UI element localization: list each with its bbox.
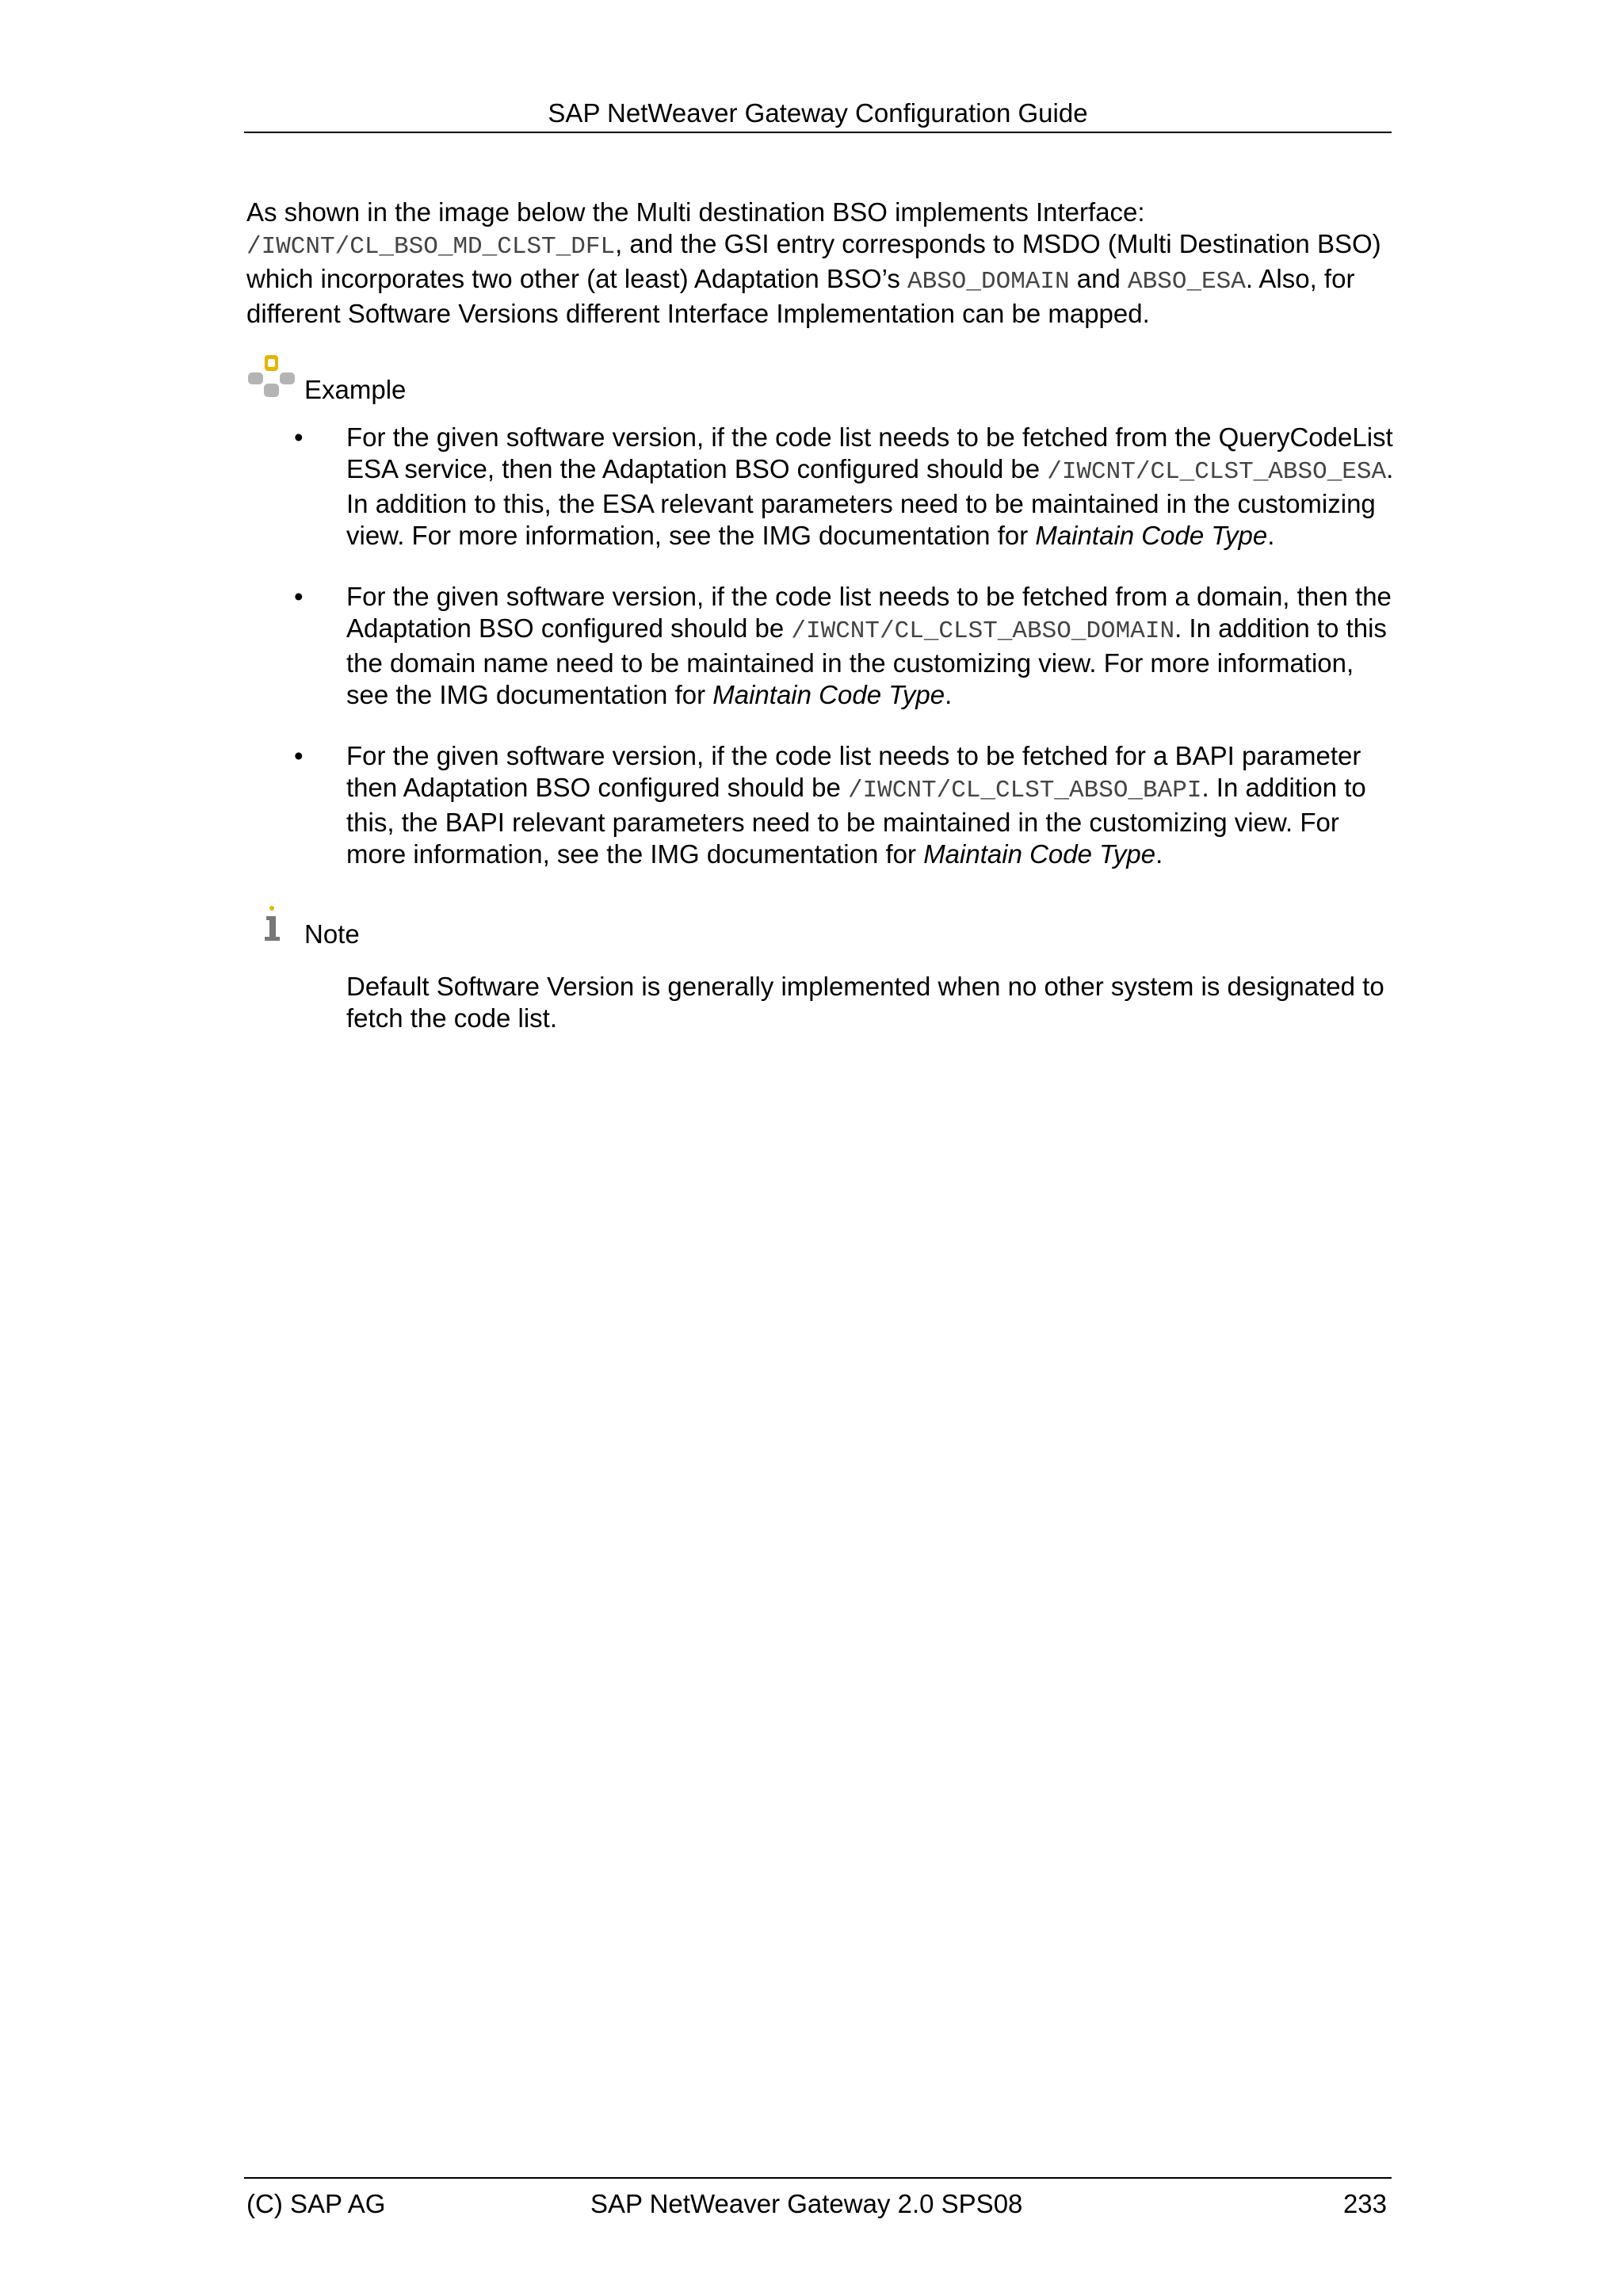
item-emphasis: Maintain Code Type [1035, 521, 1268, 550]
item-emphasis: Maintain Code Type [923, 839, 1156, 869]
note-text: Default Software Version is generally implemented when no other system is designated to fetch the code list. [346, 972, 1384, 1033]
intro-paragraph [246, 197, 1396, 330]
item-text: For the given software version, if the code list needs to be fetched from the QueryCodeList ESA service, then the Adaptation BSO configured should be [346, 422, 1393, 483]
bullet: • [294, 582, 304, 611]
item-code: /IWCNT/CL_CLST_ABSO_BAPI [847, 777, 1202, 804]
footer-copyright: (C) SAP AG [246, 2189, 386, 2218]
intro-text-1: As shown in the image below the Multi destination BSO implements Interface: [246, 197, 1145, 227]
example-icon [246, 355, 296, 404]
intro-text-3: and [1069, 264, 1128, 293]
list-item [246, 581, 1396, 711]
intro-code-abso-domain: ABSO_DOMAIN [907, 268, 1070, 296]
bullet: • [294, 422, 304, 452]
bullet: • [294, 741, 304, 770]
intro-text-4: . Also, for different Software Versions different Interface Implementation can be mapped. [246, 264, 1355, 328]
item-text: . In addition to this, the BAPI relevant parameters need to be maintained in the customizing view. For more information, see the IMG documentation for [346, 773, 1366, 869]
item-text: For the given software version, if the code list needs to be fetched for a BAPI parameter then Adaptation BSO configured should be [346, 741, 1361, 802]
list-item [246, 740, 1396, 870]
header-title: SAP NetWeaver Gateway Configuration Guide [548, 98, 1088, 128]
list-item [246, 422, 1396, 552]
page-number: 233 [1342, 2189, 1387, 2218]
note-label: Note [304, 919, 360, 949]
example-list [246, 422, 1396, 870]
info-icon [260, 905, 284, 953]
item-code: /IWCNT/CL_CLST_ABSO_DOMAIN [791, 617, 1175, 645]
item-text: . [1267, 521, 1275, 550]
item-text: . In addition to this, the ESA relevant parameters need to be maintained in the customizing view. For more information, see the IMG documentation for [346, 454, 1394, 550]
intro-text-2: , and the GSI entry corresponds to MSDO (Multi Destination BSO) which incorporates two other (at least) Adaptation BSO’s [246, 229, 1381, 293]
item-code: /IWCNT/CL_CLST_ABSO_ESA [1047, 458, 1387, 486]
item-text: . [1155, 839, 1163, 869]
item-emphasis: Maintain Code Type [712, 680, 945, 709]
example-label: Example [304, 375, 407, 404]
page-content [246, 197, 1396, 1034]
example-heading [246, 355, 1396, 403]
note-heading [246, 900, 1396, 947]
footer-product: SAP NetWeaver Gateway 2.0 SPS08 [590, 2189, 1023, 2218]
page-footer [244, 2177, 1392, 2223]
intro-code-interface: /IWCNT/CL_BSO_MD_CLST_DFL [246, 233, 616, 261]
intro-code-abso-esa: ABSO_ESA [1128, 268, 1246, 296]
item-text: . [945, 680, 953, 709]
item-text: . In addition to this the domain name need to be maintained in the customizing view. For more information, see the IMG documentation for [346, 613, 1387, 709]
item-text: For the given software version, if the code list needs to be fetched from a domain, then the Adaptation BSO configured should be [346, 582, 1392, 643]
page-header [244, 94, 1392, 133]
